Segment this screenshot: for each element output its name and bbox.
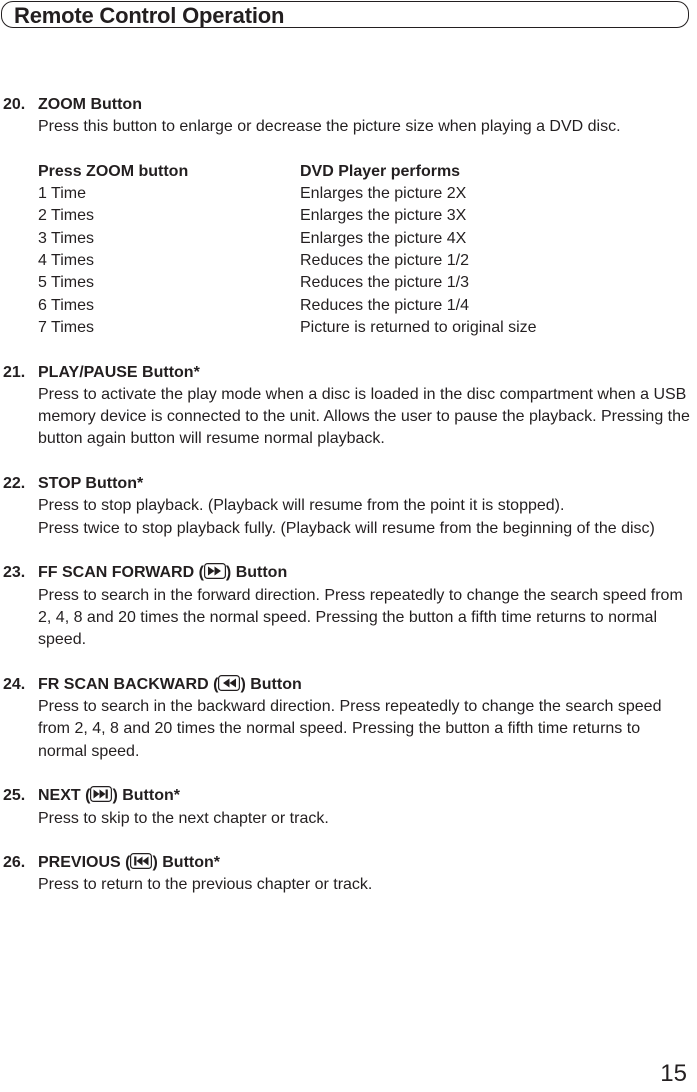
skip-next-icon — [90, 786, 112, 802]
item-number: 26. — [3, 854, 26, 872]
item-title-suffix: ) Button — [225, 564, 288, 582]
item-title-suffix: ) Button* — [112, 787, 180, 805]
item-title-prefix: PREVIOUS ( — [38, 854, 131, 872]
zoom-press-count: 6 Times — [38, 296, 95, 314]
item-title-prefix: FR SCAN BACKWARD ( — [38, 675, 219, 693]
zoom-result: Enlarges the picture 2X — [300, 185, 467, 203]
list-item-play-pause — [0, 362, 697, 451]
item-description-line: Press twice to stop playback fully. (Playback will resume from the beginning of the disc) — [38, 519, 655, 537]
list-item-previous — [0, 852, 697, 897]
list-item-stop — [0, 473, 697, 540]
zoom-press-count: 3 Times — [38, 229, 95, 247]
item-description: Press this button to enlarge or decrease the picture size when playing a DVD disc. — [38, 118, 621, 136]
list-item-fr-scan — [0, 674, 697, 763]
list-item-ff-scan — [0, 562, 697, 651]
item-number: 23. — [3, 564, 26, 582]
zoom-result: Enlarges the picture 4X — [300, 229, 467, 247]
item-title-suffix: ) Button — [240, 675, 302, 693]
item-title — [38, 562, 697, 584]
item-number: 21. — [3, 363, 26, 381]
remote-control-list — [0, 94, 697, 919]
zoom-table-header — [38, 161, 697, 183]
item-number: 24. — [3, 675, 26, 693]
item-title: STOP Button* — [38, 475, 144, 493]
item-title — [38, 852, 697, 874]
zoom-press-count: 4 Times — [38, 252, 95, 270]
table-row — [38, 228, 697, 250]
zoom-col-performs-header: DVD Player performs — [300, 162, 461, 180]
list-item-next — [0, 785, 697, 830]
item-title: ZOOM Button — [38, 96, 142, 113]
table-row — [38, 250, 697, 272]
page-number: 15 — [660, 1060, 687, 1087]
item-title-prefix: NEXT ( — [38, 787, 91, 805]
zoom-result: Reduces the picture 1/2 — [300, 252, 469, 270]
item-description: Press to search in the forward direction. Press repeatedly to change the search speed from 2, 4, 8 and 20 times the normal speed. Pressing the button a fifth time returns to normal speed. — [38, 586, 683, 649]
zoom-col-press-header: Press ZOOM button — [38, 162, 189, 180]
item-title — [38, 785, 697, 807]
zoom-press-count: 7 Times — [38, 318, 95, 336]
item-description: Press to search in the backward direction. Press repeatedly to change the search speed from 2, 4, 8 and 20 times the normal speed. Pressing the button a fifth time returns to normal speed. — [38, 698, 662, 760]
zoom-press-count: 5 Times — [38, 274, 95, 292]
item-description-line: Press to stop playback. (Playback will resume from the point it is stopped). — [38, 497, 565, 515]
zoom-result: Picture is returned to original size — [300, 318, 537, 336]
skip-previous-icon — [130, 853, 152, 869]
item-description: Press to skip to the next chapter or track. — [38, 809, 329, 827]
table-row — [38, 317, 697, 339]
zoom-press-count: 2 Times — [38, 207, 95, 225]
list-item-zoom — [0, 94, 697, 339]
zoom-press-count: 1 Time — [38, 185, 87, 203]
zoom-table — [38, 161, 697, 339]
zoom-result: Reduces the picture 1/3 — [300, 274, 469, 292]
item-title — [38, 674, 697, 696]
table-row — [38, 183, 697, 205]
fast-forward-icon — [204, 563, 226, 579]
item-description: Press to activate the play mode when a disc is loaded in the disc compartment when a USB memory device is connected to the unit. Allows the user to pause the playback. Pressing the button again button will resume normal playback. — [38, 385, 690, 448]
table-row — [38, 205, 697, 227]
fast-reverse-icon — [218, 675, 240, 691]
item-number: 25. — [3, 787, 26, 805]
item-title: PLAY/PAUSE Button* — [38, 363, 200, 381]
zoom-result: Enlarges the picture 3X — [300, 207, 467, 225]
zoom-result: Reduces the picture 1/4 — [300, 296, 469, 314]
item-number: 20. — [3, 96, 26, 113]
item-description: Press to return to the previous chapter or track. — [38, 876, 373, 894]
item-title-suffix: ) Button* — [152, 854, 220, 872]
page-title: Remote Control Operation — [14, 3, 285, 28]
table-row — [38, 272, 697, 294]
item-title-prefix: FF SCAN FORWARD ( — [38, 564, 204, 582]
section-header — [1, 1, 689, 28]
table-row — [38, 295, 697, 317]
item-number: 22. — [3, 475, 26, 493]
